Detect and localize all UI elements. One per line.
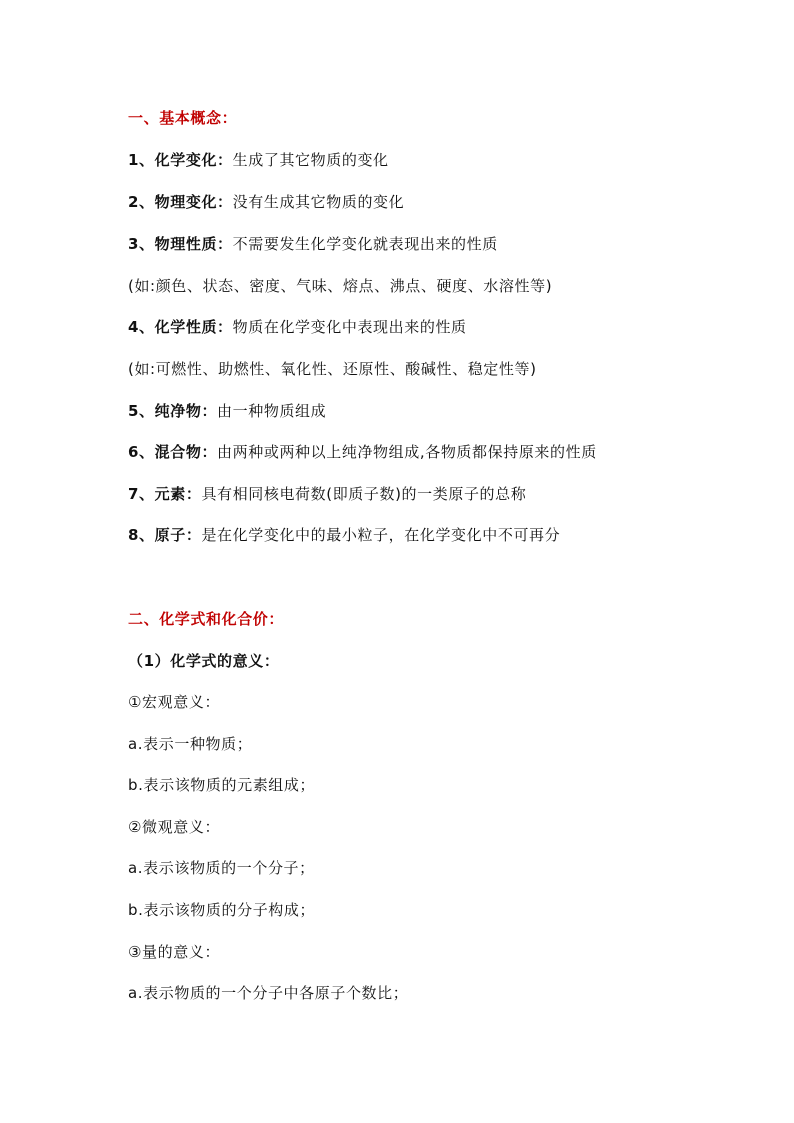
meaning-line: a.表示该物质的一个分子； [128, 859, 315, 877]
section1-heading: 一、基本概念： [128, 109, 238, 127]
meaning-line: ②微观意义： [128, 818, 221, 836]
definition-item [128, 525, 560, 545]
definition-item [128, 234, 498, 254]
definition-note [128, 359, 537, 379]
definition-item [128, 317, 467, 337]
item-term: 混合物： [154, 443, 218, 461]
item-text: 没有生成其它物质的变化 [232, 193, 405, 211]
meaning-line: a.表示一种物质； [128, 735, 253, 753]
item-text: 由两种或两种以上纯净物组成,各物质都保持原来的性质 [217, 443, 597, 461]
item-number: 8、 [128, 526, 155, 544]
item-term: 元素： [154, 485, 202, 503]
item-term: 物理性质： [154, 235, 233, 253]
meaning-line: ③量的意义： [128, 943, 221, 961]
item-text: 物质在化学变化中表现出来的性质 [232, 318, 467, 336]
meaning-line: b.表示该物质的分子构成； [128, 901, 316, 919]
item-text: 具有相同核电荷数(即质子数)的一类原子的总称 [201, 485, 527, 503]
item-term: 原子： [154, 526, 202, 544]
item-number: 2、 [128, 193, 155, 211]
item-number: 1、 [128, 151, 155, 169]
definition-item [128, 150, 389, 170]
item-number: 7、 [128, 485, 155, 503]
item-term: 纯净物： [154, 402, 218, 420]
definition-item [128, 484, 526, 504]
item-number: 4、 [128, 318, 155, 336]
item-number: 5、 [128, 402, 155, 420]
meaning-line: b.表示该物质的元素组成； [128, 776, 316, 794]
item-number: 3、 [128, 235, 155, 253]
item-text: (如:可燃性、助燃性、氧化性、还原性、酸碱性、稳定性等) [128, 360, 537, 378]
item-term: 物理变化： [154, 193, 233, 211]
definition-item [128, 401, 326, 421]
section2-heading: 二、化学式和化合价： [128, 610, 285, 628]
item-text: 由一种物质组成 [217, 402, 327, 420]
meaning-line: ①宏观意义： [128, 693, 221, 711]
definition-note [128, 276, 552, 296]
item-number: 6、 [128, 443, 155, 461]
item-text: (如:颜色、状态、密度、气味、熔点、沸点、硬度、水溶性等) [128, 277, 553, 295]
item-text: 生成了其它物质的变化 [232, 151, 389, 169]
item-term: 化学变化： [154, 151, 233, 169]
item-text: 不需要发生化学变化就表现出来的性质 [232, 235, 498, 253]
item-text: 是在化学变化中的最小粒子，在化学变化中不可再分 [201, 526, 561, 544]
definition-item [128, 192, 404, 212]
meaning-line: a.表示物质的一个分子中各原子个数比； [128, 984, 409, 1002]
definition-item [128, 442, 597, 462]
section2-subheading: （1）化学式的意义： [128, 652, 280, 670]
item-term: 化学性质： [154, 318, 233, 336]
